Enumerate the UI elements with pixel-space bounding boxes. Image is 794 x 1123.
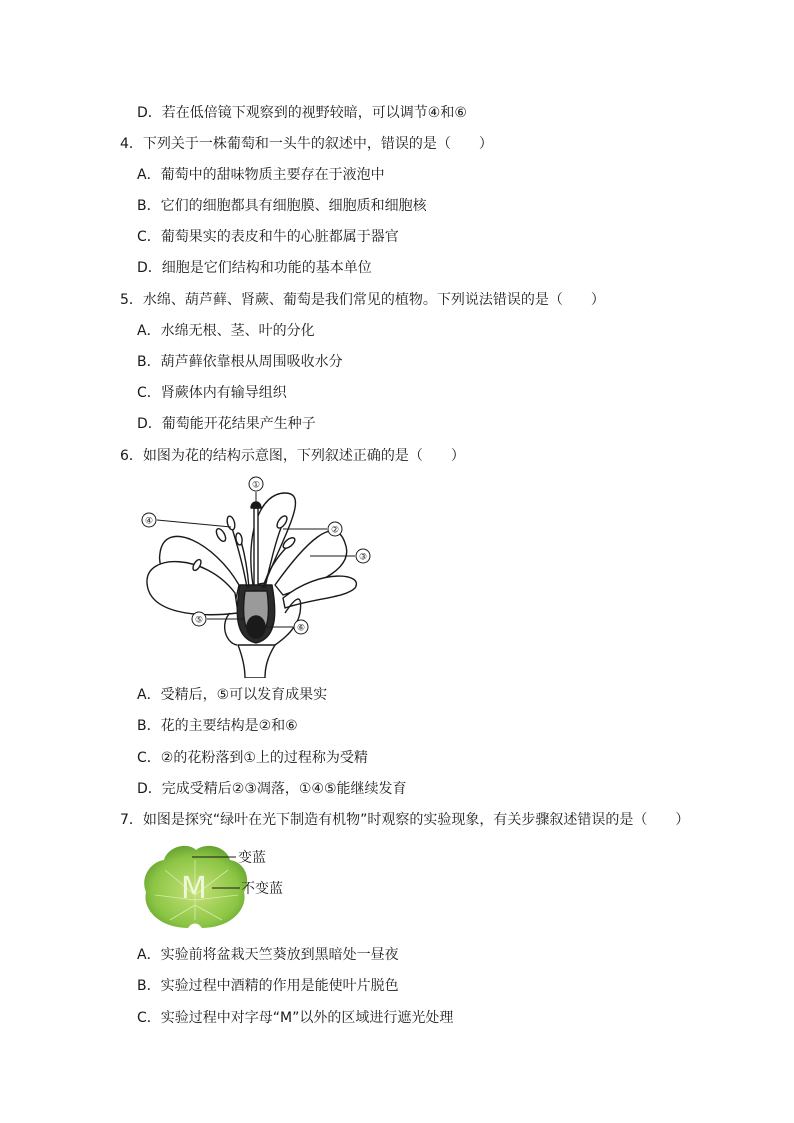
label-4: ④ <box>144 516 154 527</box>
receptacle <box>238 645 275 678</box>
q3-option-d: D．若在低倍镜下观察到的视野较暗，可以调节④和⑥ <box>137 105 467 121</box>
q6-option-c: C．②的花粉落到①上的过程称为受精 <box>137 750 368 766</box>
label-3: ③ <box>358 552 368 563</box>
q6-option-a: A．受精后，⑤可以发育成果实 <box>137 687 328 703</box>
anther-1 <box>226 515 236 530</box>
label-1: ① <box>251 480 261 491</box>
leader-4 <box>157 520 231 527</box>
q4-option-a: A．葡萄中的甜味物质主要存在于液泡中 <box>137 167 385 183</box>
q4-option-c: C．葡萄果实的表皮和牛的心脏都属于器官 <box>137 229 399 245</box>
q7-option-b: B．实验过程中酒精的作用是能使叶片脱色 <box>137 978 399 994</box>
q5-stem: 5．水绵、葫芦藓、肾蕨、葡萄是我们常见的植物。下列说法错误的是（ ） <box>120 292 605 308</box>
q5-option-d: D．葡萄能开花结果产生种子 <box>137 416 316 432</box>
label-2: ② <box>330 525 340 536</box>
q5-option-c: C．肾蕨体内有输导组织 <box>137 385 287 401</box>
label-not-blue: 不变蓝 <box>241 881 283 897</box>
q4-option-b: B．它们的细胞都具有细胞膜、细胞质和细胞核 <box>137 198 427 214</box>
label-blue: 变蓝 <box>238 850 266 866</box>
leaf-letter-m: M <box>181 871 207 906</box>
q7-option-c: C．实验过程中对字母“M”以外的区域进行遮光处理 <box>137 1010 454 1026</box>
q7-stem: 7．如图是探究“绿叶在光下制造有机物”时观察的实验现象，有关步骤叙述错误的是（ ） <box>120 812 690 828</box>
label-6: ⑥ <box>296 623 306 634</box>
q5-option-a: A．水绵无根、茎、叶的分化 <box>137 323 315 339</box>
q6-stem: 6．如图为花的结构示意图，下列叙述正确的是（ ） <box>120 448 465 464</box>
label-5: ⑤ <box>194 615 204 626</box>
flower-structure-diagram <box>135 473 380 678</box>
anther-2 <box>214 527 227 543</box>
q4-stem: 4．下列关于一株葡萄和一头牛的叙述中，错误的是（ ） <box>120 136 493 152</box>
sepal-left <box>225 613 237 645</box>
q4-option-d: D．细胞是它们结构和功能的基本单位 <box>137 260 372 276</box>
q6-option-b: B．花的主要结构是②和⑥ <box>137 718 298 734</box>
q6-option-d: D．完成受精后②③凋落，①④⑤能继续发育 <box>137 781 407 797</box>
q5-option-b: B．葫芦藓依靠根从周围吸收水分 <box>137 354 343 370</box>
q7-option-a: A．实验前将盆栽天竺葵放到黑暗处一昼夜 <box>137 947 399 963</box>
style <box>254 508 258 585</box>
leaf-starch-test-figure <box>140 840 300 932</box>
